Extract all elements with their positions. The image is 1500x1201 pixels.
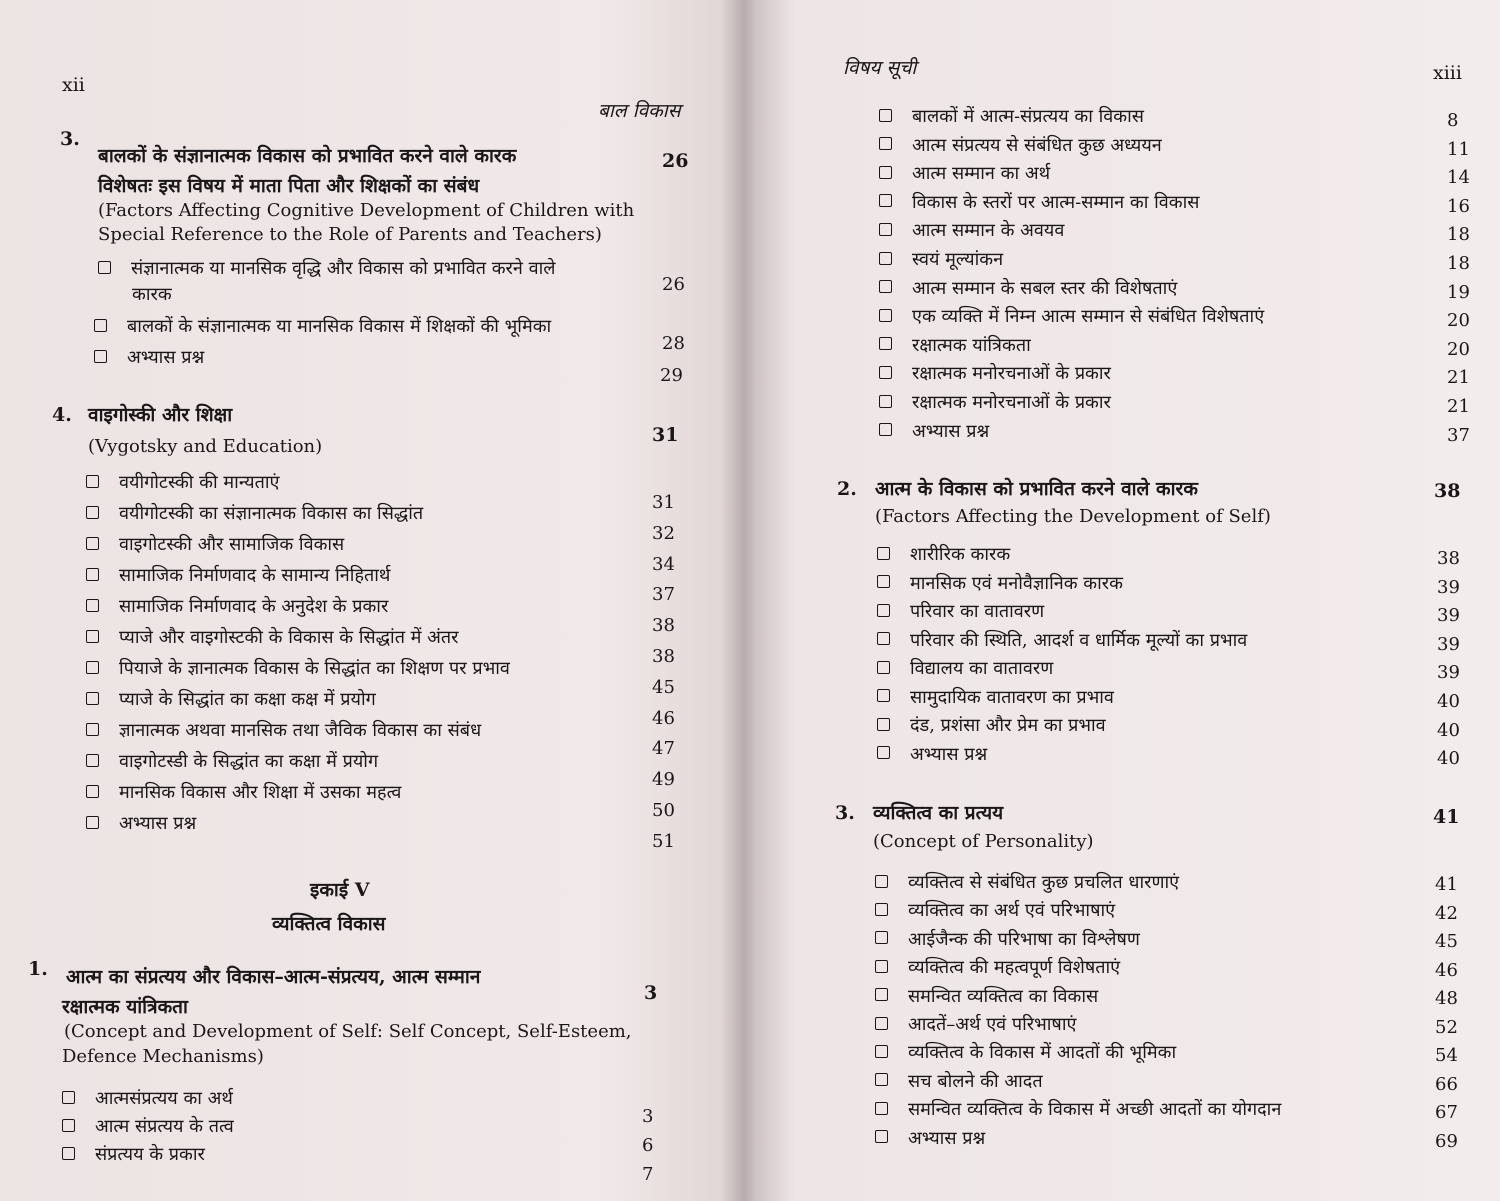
toc-item-page: 38 bbox=[1437, 548, 1460, 569]
toc-item-page: 46 bbox=[652, 707, 675, 729]
toc-item-page: 54 bbox=[1435, 1045, 1458, 1066]
toc-item-page: 38 bbox=[652, 646, 675, 667]
running-head: बाल विकास bbox=[598, 100, 681, 122]
toc-item: सामाजिक निर्माणवाद के अनुदेश के प्रकार bbox=[86, 594, 388, 622]
toc-item-page: 28 bbox=[662, 333, 685, 354]
section-page: 3 bbox=[644, 982, 658, 1004]
toc-item-page: 52 bbox=[1435, 1016, 1458, 1038]
toc-item-page: 14 bbox=[1447, 167, 1470, 189]
checkbox-bullet-icon bbox=[86, 475, 99, 488]
section-english-title: (Factors Affecting the Development of Self) bbox=[875, 506, 1271, 527]
section-english-title: (Concept and Development of Self: Self Concept, Self-Esteem, bbox=[64, 1021, 632, 1042]
toc-item: समन्वित व्यक्तित्व का विकास bbox=[875, 984, 1098, 1012]
checkbox-bullet-icon bbox=[875, 1102, 888, 1115]
checkbox-bullet-icon bbox=[877, 746, 890, 759]
toc-item-page: 29 bbox=[660, 365, 683, 386]
toc-item-page: 37 bbox=[652, 584, 675, 606]
toc-item: दंड, प्रशंसा और प्रेम का प्रभाव bbox=[877, 713, 1106, 741]
toc-item-page: 40 bbox=[1437, 748, 1460, 770]
checkbox-bullet-icon bbox=[875, 1073, 888, 1086]
toc-item-page: 38 bbox=[652, 615, 675, 637]
toc-item: अभ्यास प्रश्न bbox=[877, 742, 987, 770]
toc-item: विद्यालय का वातावरण bbox=[877, 656, 1053, 684]
toc-item-page: 32 bbox=[652, 522, 675, 544]
toc-item-page: 39 bbox=[1437, 605, 1460, 627]
toc-item: आईजैन्क की परिभाषा का विश्लेषण bbox=[875, 927, 1140, 955]
checkbox-bullet-icon bbox=[879, 166, 892, 179]
toc-item-page: 50 bbox=[652, 800, 675, 821]
toc-item-page: 11 bbox=[1447, 138, 1470, 160]
toc-item-page: 18 bbox=[1447, 253, 1470, 274]
checkbox-bullet-icon bbox=[875, 875, 888, 888]
toc-item: सामाजिक निर्माणवाद के सामान्य निहितार्थ bbox=[86, 563, 390, 591]
checkbox-bullet-icon bbox=[879, 395, 892, 408]
toc-item-page: 45 bbox=[1435, 931, 1458, 952]
checkbox-bullet-icon bbox=[62, 1147, 75, 1160]
toc-item: शारीरिक कारक bbox=[877, 542, 1010, 570]
unit-label: इकाई V bbox=[310, 879, 370, 901]
toc-item: रक्षात्मक मनोरचनाओं के प्रकार bbox=[879, 390, 1111, 418]
toc-item: व्यक्तित्व से संबंधित कुछ प्रचलित धारणाएं bbox=[875, 870, 1179, 898]
checkbox-bullet-icon bbox=[875, 1017, 888, 1030]
toc-item-page: 66 bbox=[1435, 1073, 1458, 1095]
toc-item: स्वयं मूल्यांकन bbox=[879, 247, 1003, 275]
toc-item: विकास के स्तरों पर आत्म-सम्मान का विकास bbox=[879, 190, 1199, 218]
toc-item-page: 47 bbox=[652, 738, 675, 760]
left-page bbox=[0, 0, 745, 1201]
toc-item: आत्म सम्मान का अर्थ bbox=[879, 161, 1050, 189]
toc-item-page: 18 bbox=[1447, 224, 1470, 246]
toc-item: पियाजे के ज्ञानात्मक विकास के सिद्धांत का शिक्षण पर प्रभाव bbox=[86, 656, 510, 684]
section-page: 26 bbox=[662, 150, 689, 172]
toc-item: वयीगोटस्की की मान्यताएं bbox=[86, 470, 279, 498]
toc-item-page: 6 bbox=[642, 1135, 654, 1156]
toc-item: प्याजे और वाइगोस्टकी के विकास के सिद्धांत में अंतर bbox=[86, 625, 459, 653]
page-number: xii bbox=[62, 74, 85, 96]
checkbox-bullet-icon bbox=[98, 261, 111, 274]
checkbox-bullet-icon bbox=[875, 931, 888, 944]
checkbox-bullet-icon bbox=[879, 109, 892, 122]
checkbox-bullet-icon bbox=[875, 960, 888, 973]
checkbox-bullet-icon bbox=[86, 754, 99, 767]
toc-item: आत्मसंप्रत्यय का अर्थ bbox=[62, 1086, 233, 1114]
toc-item-page: 49 bbox=[652, 769, 675, 791]
toc-item: व्यक्तित्व के विकास में आदतों की भूमिका bbox=[875, 1040, 1176, 1068]
toc-item: समन्वित व्यक्तित्व के विकास में अच्छी आदतों का योगदान bbox=[875, 1097, 1281, 1125]
toc-item-page: 21 bbox=[1447, 367, 1470, 389]
section-number: 3. bbox=[835, 802, 855, 824]
toc-item: प्याजे के सिद्धांत का कक्षा कक्ष में प्रयोग bbox=[86, 687, 376, 715]
toc-item-page: 19 bbox=[1447, 281, 1470, 303]
toc-item: आत्म संप्रत्यय के तत्व bbox=[62, 1114, 234, 1142]
checkbox-bullet-icon bbox=[875, 1130, 888, 1143]
toc-item: अभ्यास प्रश्न bbox=[86, 811, 196, 839]
toc-item-page: 7 bbox=[642, 1164, 654, 1185]
checkbox-bullet-icon bbox=[877, 661, 890, 674]
checkbox-bullet-icon bbox=[879, 223, 892, 236]
checkbox-bullet-icon bbox=[94, 350, 107, 363]
checkbox-bullet-icon bbox=[86, 661, 99, 674]
checkbox-bullet-icon bbox=[86, 785, 99, 798]
checkbox-bullet-icon bbox=[877, 604, 890, 617]
checkbox-bullet-icon bbox=[879, 423, 892, 436]
toc-item: बालकों में आत्म-संप्रत्यय का विकास bbox=[879, 104, 1144, 132]
checkbox-bullet-icon bbox=[877, 632, 890, 645]
checkbox-bullet-icon bbox=[86, 506, 99, 519]
checkbox-bullet-icon bbox=[875, 988, 888, 1001]
toc-item: अभ्यास प्रश्न bbox=[879, 419, 989, 447]
toc-item: आदतें–अर्थ एवं परिभाषाएं bbox=[875, 1012, 1076, 1040]
section-title: रक्षात्मक यांत्रिकता bbox=[62, 996, 188, 1018]
section-english-title: Defence Mechanisms) bbox=[62, 1046, 264, 1067]
section-title: व्यक्तित्व का प्रत्यय bbox=[873, 802, 1004, 824]
checkbox-bullet-icon bbox=[879, 337, 892, 350]
toc-item-page: 3 bbox=[642, 1106, 654, 1127]
section-number: 4. bbox=[52, 404, 72, 426]
section-english-title: (Concept of Personality) bbox=[873, 831, 1094, 852]
toc-item-page: 20 bbox=[1447, 310, 1470, 332]
section-page: 31 bbox=[652, 424, 679, 446]
toc-item: संप्रत्यय के प्रकार bbox=[62, 1142, 205, 1170]
checkbox-bullet-icon bbox=[86, 599, 99, 612]
checkbox-bullet-icon bbox=[875, 903, 888, 916]
checkbox-bullet-icon bbox=[86, 568, 99, 581]
checkbox-bullet-icon bbox=[877, 547, 890, 560]
toc-item: बालकों के संज्ञानात्मक या मानसिक विकास में शिक्षकों की भूमिका bbox=[94, 314, 551, 342]
section-title: विशेषतः इस विषय में माता पिता और शिक्षकों का संबंध bbox=[98, 175, 480, 197]
checkbox-bullet-icon bbox=[879, 137, 892, 150]
section-title: बालकों के संज्ञानात्मक विकास को प्रभावित करने वाले कारक bbox=[98, 145, 517, 167]
toc-item-page: 39 bbox=[1437, 576, 1460, 598]
section-number: 2. bbox=[837, 478, 857, 500]
section-title: वाइगोस्की और शिक्षा bbox=[88, 404, 233, 426]
toc-item-page: 45 bbox=[652, 676, 675, 698]
unit-title: व्यक्तित्व विकास bbox=[272, 913, 386, 935]
section-title: आत्म का संप्रत्यय और विकास–आत्म-संप्रत्यय, आत्म सम्मान bbox=[66, 966, 481, 988]
toc-item-page: 20 bbox=[1447, 338, 1470, 360]
toc-item: अभ्यास प्रश्न bbox=[94, 345, 204, 373]
toc-item-page: 8 bbox=[1447, 110, 1459, 131]
checkbox-bullet-icon bbox=[62, 1091, 75, 1104]
running-head: विषय सूची bbox=[843, 57, 917, 79]
toc-item-page: 40 bbox=[1437, 719, 1460, 741]
checkbox-bullet-icon bbox=[879, 366, 892, 379]
checkbox-bullet-icon bbox=[86, 537, 99, 550]
checkbox-bullet-icon bbox=[86, 692, 99, 705]
section-number: 3. bbox=[60, 128, 80, 150]
right-page bbox=[755, 0, 1500, 1201]
page-number: xiii bbox=[1433, 62, 1462, 84]
toc-item: वाइगोटस्डी के सिद्धांत का कक्षा में प्रयोग bbox=[86, 749, 378, 777]
toc-item-page: 46 bbox=[1435, 959, 1458, 981]
toc-item-page: 31 bbox=[652, 492, 675, 513]
toc-item: आत्म सम्मान के सबल स्तर की विशेषताएं bbox=[879, 276, 1177, 304]
toc-item-page: 39 bbox=[1437, 633, 1460, 655]
toc-item: व्यक्तित्व की महत्वपूर्ण विशेषताएं bbox=[875, 955, 1120, 983]
toc-item: परिवार का वातावरण bbox=[877, 599, 1044, 627]
toc-item-continuation: कारक bbox=[132, 284, 172, 305]
toc-item-page: 51 bbox=[652, 830, 675, 852]
checkbox-bullet-icon bbox=[62, 1119, 75, 1132]
toc-item-page: 39 bbox=[1437, 662, 1460, 684]
section-number: 1. bbox=[28, 958, 48, 980]
toc-item: आत्म सम्मान के अवयव bbox=[879, 218, 1064, 246]
checkbox-bullet-icon bbox=[879, 309, 892, 322]
checkbox-bullet-icon bbox=[86, 630, 99, 643]
toc-item: अभ्यास प्रश्न bbox=[875, 1126, 985, 1154]
toc-item-page: 16 bbox=[1447, 195, 1470, 217]
toc-item: एक व्यक्ति में निम्न आत्म सम्मान से संबंधित विशेषताएं bbox=[879, 304, 1264, 332]
toc-item: वयीगोटस्की का संज्ञानात्मक विकास का सिद्धांत bbox=[86, 501, 423, 529]
toc-item-page: 48 bbox=[1435, 988, 1458, 1009]
checkbox-bullet-icon bbox=[877, 575, 890, 588]
checkbox-bullet-icon bbox=[86, 816, 99, 829]
toc-item-page: 42 bbox=[1435, 902, 1458, 924]
toc-item-page: 26 bbox=[662, 274, 685, 295]
toc-item-page: 21 bbox=[1447, 396, 1470, 417]
section-page: 38 bbox=[1434, 480, 1461, 502]
section-english-title: (Factors Affecting Cognitive Development of Children with bbox=[98, 200, 635, 221]
toc-item: परिवार की स्थिति, आदर्श व धार्मिक मूल्यों का प्रभाव bbox=[877, 628, 1247, 656]
checkbox-bullet-icon bbox=[877, 718, 890, 731]
checkbox-bullet-icon bbox=[86, 723, 99, 736]
toc-item: मानसिक एवं मनोवैज्ञानिक कारक bbox=[877, 571, 1123, 599]
section-english-title: Special Reference to the Role of Parents and Teachers) bbox=[98, 224, 602, 245]
checkbox-bullet-icon bbox=[875, 1045, 888, 1058]
toc-item: रक्षात्मक मनोरचनाओं के प्रकार bbox=[879, 361, 1111, 389]
section-title: आत्म के विकास को प्रभावित करने वाले कारक bbox=[875, 478, 1198, 500]
toc-item-page: 41 bbox=[1435, 874, 1458, 895]
checkbox-bullet-icon bbox=[94, 319, 107, 332]
toc-item-page: 34 bbox=[652, 553, 675, 575]
toc-item: मानसिक विकास और शिक्षा में उसका महत्व bbox=[86, 780, 401, 808]
toc-item-page: 67 bbox=[1435, 1102, 1458, 1123]
toc-item: आत्म संप्रत्यय से संबंधित कुछ अध्ययन bbox=[879, 133, 1162, 161]
checkbox-bullet-icon bbox=[879, 280, 892, 293]
checkbox-bullet-icon bbox=[879, 194, 892, 207]
checkbox-bullet-icon bbox=[877, 689, 890, 702]
toc-item: सामुदायिक वातावरण का प्रभाव bbox=[877, 685, 1114, 713]
toc-item-page: 69 bbox=[1435, 1130, 1458, 1152]
section-page: 41 bbox=[1433, 806, 1460, 828]
toc-item: रक्षात्मक यांत्रिकता bbox=[879, 333, 1031, 361]
toc-item: वाइगोटस्की और सामाजिक विकास bbox=[86, 532, 344, 560]
toc-item-page: 40 bbox=[1437, 691, 1460, 712]
checkbox-bullet-icon bbox=[879, 252, 892, 265]
toc-item: ज्ञानात्मक अथवा मानसिक तथा जैविक विकास का संबंध bbox=[86, 718, 481, 746]
toc-item-page: 37 bbox=[1447, 424, 1470, 446]
toc-item: संज्ञानात्मक या मानसिक वृद्धि और विकास को प्रभावित करने वाले bbox=[98, 256, 556, 284]
toc-item: सच बोलने की आदत bbox=[875, 1069, 1043, 1097]
section-english-title: (Vygotsky and Education) bbox=[88, 436, 323, 457]
toc-item: व्यक्तित्व का अर्थ एवं परिभाषाएं bbox=[875, 898, 1115, 926]
